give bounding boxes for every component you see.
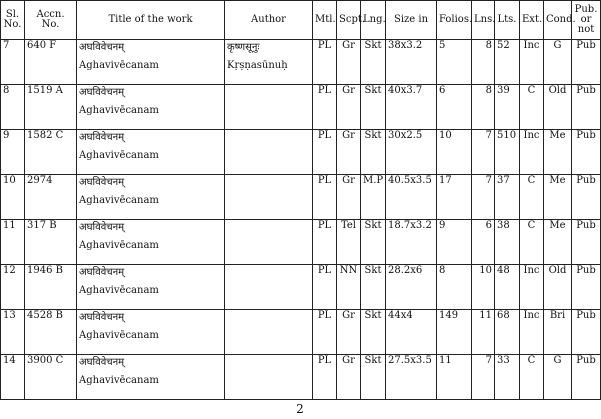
col-author: Author — [225, 1, 313, 40]
cell-lns: 7 — [472, 175, 495, 220]
cell-size: 28.2x6 — [386, 265, 437, 310]
cell-scpt: Gr — [337, 355, 361, 400]
cell-accn: 317 B — [25, 220, 77, 265]
cell-folios: 17 — [437, 175, 472, 220]
table-row — [1, 355, 601, 400]
cell-lns: 8 — [472, 85, 495, 130]
cell-scpt: Gr — [337, 40, 361, 85]
cell-author — [225, 130, 313, 175]
cell-cond: Old — [544, 85, 572, 130]
header-row — [1, 1, 601, 40]
author-roman: Kṛṣṇasūnuḥ — [227, 60, 288, 71]
cell-size: 40x3.7 — [386, 85, 437, 130]
cell-mtl: PL — [313, 40, 337, 85]
table-row — [1, 40, 601, 85]
cell-accn: 1582 C — [25, 130, 77, 175]
title-roman: Aghavivēcanam — [79, 240, 159, 251]
cell-lng: Skt — [361, 265, 386, 310]
title-roman: Aghavivēcanam — [79, 285, 159, 296]
cell-mtl: PL — [313, 175, 337, 220]
cell-lts: 38 — [495, 220, 520, 265]
col-language: Lng. — [361, 1, 386, 40]
cell-sl: 7 — [1, 40, 25, 85]
cell-scpt: Gr — [337, 130, 361, 175]
cell-ext: Inc — [520, 40, 544, 85]
title-devanagari: अघविवेचनम् — [79, 357, 125, 368]
cell-mtl: PL — [313, 265, 337, 310]
cell-accn: 1519 A — [25, 85, 77, 130]
col-condition: Cond. — [544, 1, 572, 40]
cell-sl: 11 — [1, 220, 25, 265]
cell-accn: 640 F — [25, 40, 77, 85]
cell-folios: 149 — [437, 310, 472, 355]
table-row — [1, 310, 601, 355]
cell-lts: 48 — [495, 265, 520, 310]
cell-author — [225, 310, 313, 355]
cell-size: 44x4 — [386, 310, 437, 355]
cell-folios: 11 — [437, 355, 472, 400]
title-devanagari: अघविवेचनम् — [79, 177, 125, 188]
cell-sl: 9 — [1, 130, 25, 175]
cell-folios: 9 — [437, 220, 472, 265]
cell-size: 18.7x3.2 — [386, 220, 437, 265]
cell-cond: Bri — [544, 310, 572, 355]
cell-folios: 5 — [437, 40, 472, 85]
title-roman: Aghavivēcanam — [79, 105, 159, 116]
col-extent: Ext. — [520, 1, 544, 40]
title-roman: Aghavivēcanam — [79, 150, 159, 161]
title-roman: Aghavivēcanam — [79, 60, 159, 71]
cell-accn: 1946 B — [25, 265, 77, 310]
cell-author — [225, 265, 313, 310]
author-roman — [227, 357, 310, 363]
cell-title — [77, 85, 225, 130]
cell-cond: Me — [544, 220, 572, 265]
cell-mtl: PL — [313, 310, 337, 355]
cell-lns: 7 — [472, 355, 495, 400]
cell-ext: C — [520, 355, 544, 400]
col-folios: Folios. — [437, 1, 472, 40]
cell-title — [77, 355, 225, 400]
cell-lns: 8 — [472, 40, 495, 85]
cell-pub: Pub — [572, 85, 601, 130]
title-devanagari: अघविवेचनम् — [79, 312, 125, 323]
cell-size: 40.5x3.5 — [386, 175, 437, 220]
title-devanagari: अघविवेचनम् — [79, 42, 125, 53]
cell-author — [225, 40, 313, 85]
col-material: Mtl. — [313, 1, 337, 40]
author-devanagari: कृष्णसूनुः — [227, 42, 260, 53]
table-header — [1, 1, 601, 40]
cell-cond: Old — [544, 265, 572, 310]
cell-ext: C — [520, 175, 544, 220]
cell-sl: 12 — [1, 265, 25, 310]
table-row — [1, 265, 601, 310]
author-roman — [227, 87, 310, 93]
cell-author — [225, 355, 313, 400]
cell-cond: Me — [544, 175, 572, 220]
cell-lng: Skt — [361, 310, 386, 355]
cell-accn: 2974 — [25, 175, 77, 220]
cell-scpt: Gr — [337, 310, 361, 355]
cell-size: 27.5x3.5 — [386, 355, 437, 400]
cell-scpt: Tel — [337, 220, 361, 265]
cell-title — [77, 40, 225, 85]
cell-title — [77, 220, 225, 265]
cell-lng: Skt — [361, 40, 386, 85]
col-script: Scpt. — [337, 1, 361, 40]
title-devanagari: अघविवेचनम् — [79, 267, 125, 278]
cell-lts: 33 — [495, 355, 520, 400]
cell-title — [77, 310, 225, 355]
page-number: 2 — [296, 402, 304, 416]
cell-sl: 14 — [1, 355, 25, 400]
cell-lts: 510 — [495, 130, 520, 175]
cell-sl: 8 — [1, 85, 25, 130]
cell-mtl: PL — [313, 85, 337, 130]
col-letters: Lts. — [495, 1, 520, 40]
cell-folios: 8 — [437, 265, 472, 310]
cell-ext: Inc — [520, 265, 544, 310]
cell-accn: 4528 B — [25, 310, 77, 355]
title-roman: Aghavivēcanam — [79, 330, 159, 341]
cell-mtl: PL — [313, 130, 337, 175]
cell-ext: C — [520, 220, 544, 265]
cell-lng: Skt — [361, 355, 386, 400]
author-roman — [227, 267, 310, 273]
title-devanagari: अघविवेचनम् — [79, 87, 125, 98]
cell-lns: 11 — [472, 310, 495, 355]
cell-cond: Me — [544, 130, 572, 175]
cell-pub: Pub — [572, 355, 601, 400]
cell-sl: 10 — [1, 175, 25, 220]
cell-lts: 68 — [495, 310, 520, 355]
cell-ext: Inc — [520, 310, 544, 355]
cell-size: 38x3.2 — [386, 40, 437, 85]
cell-title — [77, 265, 225, 310]
cell-ext: Inc — [520, 130, 544, 175]
cell-mtl: PL — [313, 220, 337, 265]
cell-accn: 3900 C — [25, 355, 77, 400]
table-row — [1, 130, 601, 175]
cell-pub: Pub — [572, 220, 601, 265]
cell-lts: 37 — [495, 175, 520, 220]
cell-author — [225, 220, 313, 265]
title-devanagari: अघविवेचनम् — [79, 222, 125, 233]
cell-lns: 7 — [472, 130, 495, 175]
col-published: Pub. or not — [572, 1, 601, 40]
cell-scpt: Gr — [337, 85, 361, 130]
cell-pub: Pub — [572, 265, 601, 310]
cell-cond: G — [544, 355, 572, 400]
title-devanagari: अघविवेचनम् — [79, 132, 125, 143]
cell-mtl: PL — [313, 355, 337, 400]
author-roman — [227, 222, 310, 228]
table-row — [1, 85, 601, 130]
author-roman — [227, 177, 310, 183]
cell-pub: Pub — [572, 130, 601, 175]
table-body — [1, 40, 601, 400]
cell-pub: Pub — [572, 40, 601, 85]
cell-lns: 10 — [472, 265, 495, 310]
cell-size: 30x2.5 — [386, 130, 437, 175]
cell-author — [225, 175, 313, 220]
cell-cond: G — [544, 40, 572, 85]
cell-author — [225, 85, 313, 130]
col-sl-no: Sl. No. — [1, 1, 25, 40]
cell-folios: 10 — [437, 130, 472, 175]
author-roman — [227, 132, 310, 138]
cell-sl: 13 — [1, 310, 25, 355]
cell-title — [77, 130, 225, 175]
cell-folios: 6 — [437, 85, 472, 130]
cell-lts: 52 — [495, 40, 520, 85]
cell-pub: Pub — [572, 175, 601, 220]
author-roman — [227, 312, 310, 318]
cell-lng: Skt — [361, 220, 386, 265]
cell-pub: Pub — [572, 310, 601, 355]
col-title: Title of the work — [77, 1, 225, 40]
cell-lng: Skt — [361, 85, 386, 130]
cell-ext: C — [520, 85, 544, 130]
cell-lng: Skt — [361, 130, 386, 175]
title-roman: Aghavivēcanam — [79, 195, 159, 206]
col-accn-no: Accn. No. — [25, 1, 77, 40]
col-lines: Lns. — [472, 1, 495, 40]
cell-lng: M.P — [361, 175, 386, 220]
cell-lns: 6 — [472, 220, 495, 265]
cell-scpt: NN — [337, 265, 361, 310]
cell-scpt: Gr — [337, 175, 361, 220]
table-row — [1, 175, 601, 220]
cell-lts: 39 — [495, 85, 520, 130]
cell-title — [77, 175, 225, 220]
title-roman: Aghavivēcanam — [79, 375, 159, 386]
col-size: Size in — [386, 1, 437, 40]
table-row — [1, 220, 601, 265]
